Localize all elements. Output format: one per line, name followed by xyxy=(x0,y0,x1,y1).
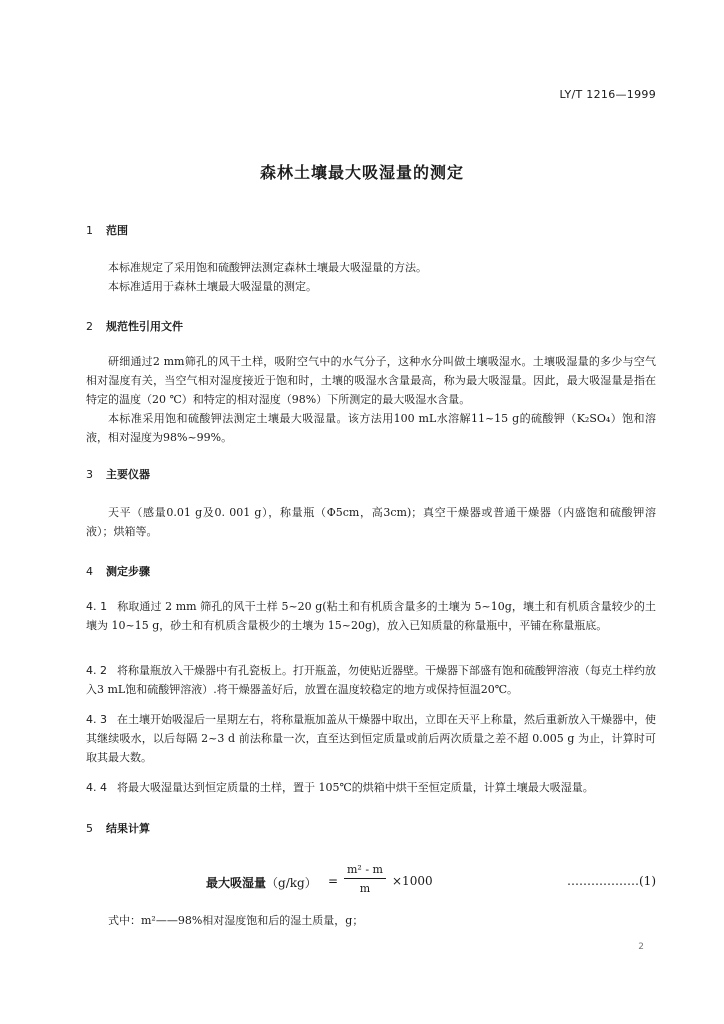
document-title: 森林土壤最大吸湿量的测定 xyxy=(259,163,464,182)
step-4-1 xyxy=(86,597,656,635)
section-3-paragraph-1: 天平（感量0.01 g及0. 001 g），称量瓶（Φ5cm，高3cm)；真空干燥器或普通干燥器（内盛饱和硫酸钾溶液）；烘箱等。 xyxy=(86,506,656,538)
section-title: 主要仪器 xyxy=(106,468,150,481)
section-title: 规范性引用文件 xyxy=(106,320,183,333)
section-title: 范围 xyxy=(106,224,128,237)
formula-fraction xyxy=(342,862,388,897)
section-5-heading xyxy=(86,820,150,836)
section-2-paragraph-1: 研细通过2 mm筛孔的风干土样，吸附空气中的水气分子，这种水分叫做土壤吸湿水。土壤吸湿量的多少与空气相对湿度有关，当空气相对湿度接近于饱和时，土壤的吸湿水含量最高，称为最大吸湿量。因此，最大吸湿量是指在特定的温度（20 ℃）和特定的相对湿度（98%）下所测定的最大吸湿水含量。 xyxy=(86,355,656,406)
formula-equals: = xyxy=(328,874,339,888)
page-number: 2 xyxy=(638,942,644,952)
document-code: LY/T 1216—1999 xyxy=(559,88,656,101)
section-1-paragraph-1: 本标准规定了采用饱和硫酸钾法测定森林土壤最大吸湿量的方法。 xyxy=(108,261,427,274)
step-4-4 xyxy=(86,778,656,797)
formula-numerator: m² - m xyxy=(347,863,383,876)
step-number: 4. 4 xyxy=(86,781,107,794)
section-2-heading xyxy=(86,318,183,334)
section-1-paragraph-2: 本标准适用于森林土壤最大吸湿量的测定。 xyxy=(108,280,317,293)
section-number: 4 xyxy=(86,565,93,578)
formula-name: 最大吸湿量 xyxy=(206,876,267,890)
formula-unit: （g/kg） xyxy=(266,876,317,890)
section-number: 3 xyxy=(86,468,93,481)
step-text: 将最大吸湿量达到恒定质量的土样，置于 105℃的烘箱中烘干至恒定质量，计算土壤最大吸湿量。 xyxy=(117,781,594,794)
step-4-3 xyxy=(86,710,656,767)
fraction-bar xyxy=(344,878,386,879)
section-title: 测定步骤 xyxy=(106,565,150,578)
step-4-2 xyxy=(86,661,656,699)
section-number: 2 xyxy=(86,320,93,333)
formula-label xyxy=(206,874,317,891)
formula-number: ………………(1) xyxy=(567,874,656,888)
section-4-heading xyxy=(86,563,150,579)
section-3-heading xyxy=(86,466,150,482)
formula-multiplier: ×1000 xyxy=(392,874,433,888)
step-text: 在土壤开始吸湿后一星期左右，将称量瓶加盖从干燥器中取出，立即在天平上称量，然后重新放入干燥器中，使其继续吸水，以后每隔 2~3 d 前法称量一次，直至达到恒定质量或前后两次质量之差不超 0.005 g 为止，计算时可取其最大数。 xyxy=(86,713,656,764)
step-number: 4. 1 xyxy=(86,600,108,613)
step-number: 4. 2 xyxy=(86,664,107,677)
section-2-paragraph-2: 本标准采用饱和硫酸钾法测定土壤最大吸湿量。该方法用100 mL水溶解11~15 g的硫酸钾（K₂SO₄）饱和溶液，相对湿度为98%~99%。 xyxy=(86,412,656,444)
section-title: 结果计算 xyxy=(106,822,150,835)
section-number: 1 xyxy=(86,224,93,237)
section-1-heading xyxy=(86,222,128,238)
step-text: 将称量瓶放入干燥器中有孔瓷板上。打开瓶盖，勿使贴近器壁。干燥器下部盛有饱和硫酸钾溶液（每克土样约放入3 mL饱和硫酸钾溶液）.将干燥器盖好后，放置在温度较稳定的地方或保持恒温20℃。 xyxy=(86,664,656,696)
step-number: 4. 3 xyxy=(86,713,107,726)
step-text: 称取通过 2 mm 筛孔的风干土样 5~20 g(粘土和有机质含量多的土壤为 5~10g，壤土和有机质含量较少的土壤为 10~15 g，砂土和有机质含量极少的土壤为 15~20g)，放入已知质量的称量瓶中，平铺在称量瓶底。 xyxy=(86,600,656,632)
section-number: 5 xyxy=(86,822,93,835)
formula-where-clause: 式中：m²——98%相对湿度饱和后的湿土质量，g； xyxy=(108,914,364,927)
formula-denominator: m xyxy=(359,882,371,895)
